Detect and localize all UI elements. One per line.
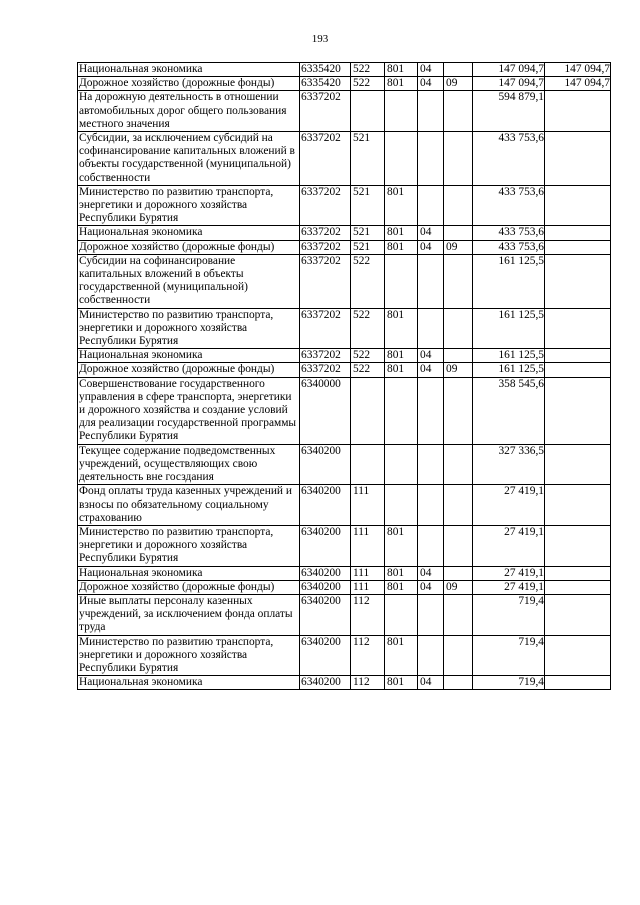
section-code-cell: 04 — [418, 349, 444, 363]
amount-year2-cell — [545, 363, 611, 377]
department-code-cell: 801 — [385, 240, 418, 254]
department-code-cell: 801 — [385, 349, 418, 363]
department-code-cell: 801 — [385, 63, 418, 77]
department-code-cell — [385, 594, 418, 635]
department-code-cell: 801 — [385, 185, 418, 226]
target-code-cell: 6340200 — [300, 580, 351, 594]
section-code-cell: 04 — [418, 363, 444, 377]
subsection-code-cell: 09 — [444, 363, 473, 377]
table-row — [78, 77, 611, 91]
row-name-cell: Министерство по развитию транспорта, энергетики и дорожного хозяйства Республики Бурятия — [78, 308, 300, 349]
amount-year2-cell — [545, 377, 611, 444]
table-row — [78, 91, 611, 132]
table-row — [78, 185, 611, 226]
budget-table — [77, 62, 611, 690]
target-code-cell: 6337202 — [300, 349, 351, 363]
expense-type-cell: 522 — [351, 77, 385, 91]
amount-year1-cell: 433 753,6 — [473, 185, 545, 226]
expense-type-cell: 521 — [351, 185, 385, 226]
row-name-cell: Национальная экономика — [78, 349, 300, 363]
amount-year2-cell — [545, 91, 611, 132]
row-name-cell: Министерство по развитию транспорта, энергетики и дорожного хозяйства Республики Бурятия — [78, 525, 300, 566]
target-code-cell: 6337202 — [300, 254, 351, 308]
section-code-cell — [418, 308, 444, 349]
target-code-cell: 6335420 — [300, 77, 351, 91]
subsection-code-cell — [444, 377, 473, 444]
amount-year1-cell: 161 125,5 — [473, 363, 545, 377]
table-row — [78, 580, 611, 594]
expense-type-cell — [351, 91, 385, 132]
department-code-cell — [385, 254, 418, 308]
table-row — [78, 63, 611, 77]
subsection-code-cell — [444, 485, 473, 526]
subsection-code-cell — [444, 594, 473, 635]
amount-year1-cell: 594 879,1 — [473, 91, 545, 132]
expense-type-cell: 112 — [351, 676, 385, 690]
table-row — [78, 308, 611, 349]
table-row — [78, 226, 611, 240]
table-row — [78, 349, 611, 363]
amount-year1-cell: 161 125,5 — [473, 254, 545, 308]
row-name-cell: Дорожное хозяйство (дорожные фонды) — [78, 363, 300, 377]
amount-year2-cell — [545, 240, 611, 254]
department-code-cell — [385, 91, 418, 132]
department-code-cell — [385, 485, 418, 526]
table-row — [78, 594, 611, 635]
row-name-cell: Субсидии на софинансирование капитальных вложений в объекты государственной (муниципальной) собственности — [78, 254, 300, 308]
amount-year1-cell: 433 753,6 — [473, 226, 545, 240]
amount-year2-cell — [545, 444, 611, 485]
row-name-cell: Национальная экономика — [78, 226, 300, 240]
expense-type-cell — [351, 444, 385, 485]
department-code-cell: 801 — [385, 308, 418, 349]
target-code-cell: 6337202 — [300, 240, 351, 254]
row-name-cell: Фонд оплаты труда казенных учреждений и взносы по обязательному социальному страхованию — [78, 485, 300, 526]
section-code-cell — [418, 444, 444, 485]
section-code-cell: 04 — [418, 63, 444, 77]
amount-year1-cell: 719,4 — [473, 594, 545, 635]
amount-year1-cell: 147 094,7 — [473, 63, 545, 77]
amount-year1-cell: 327 336,5 — [473, 444, 545, 485]
amount-year1-cell: 27 419,1 — [473, 485, 545, 526]
amount-year1-cell: 147 094,7 — [473, 77, 545, 91]
subsection-code-cell — [444, 185, 473, 226]
department-code-cell: 801 — [385, 363, 418, 377]
expense-type-cell: 112 — [351, 635, 385, 676]
amount-year2-cell — [545, 254, 611, 308]
amount-year1-cell: 433 753,6 — [473, 240, 545, 254]
section-code-cell — [418, 185, 444, 226]
target-code-cell: 6340200 — [300, 676, 351, 690]
expense-type-cell: 522 — [351, 308, 385, 349]
department-code-cell: 801 — [385, 580, 418, 594]
department-code-cell: 801 — [385, 525, 418, 566]
section-code-cell — [418, 485, 444, 526]
subsection-code-cell — [444, 63, 473, 77]
subsection-code-cell — [444, 444, 473, 485]
department-code-cell — [385, 444, 418, 485]
amount-year2-cell — [545, 185, 611, 226]
section-code-cell — [418, 132, 444, 186]
target-code-cell: 6337202 — [300, 363, 351, 377]
amount-year1-cell: 161 125,5 — [473, 349, 545, 363]
row-name-cell: Национальная экономика — [78, 566, 300, 580]
table-row — [78, 635, 611, 676]
target-code-cell: 6340200 — [300, 566, 351, 580]
row-name-cell: Национальная экономика — [78, 676, 300, 690]
subsection-code-cell: 09 — [444, 240, 473, 254]
expense-type-cell: 111 — [351, 525, 385, 566]
table-row — [78, 566, 611, 580]
section-code-cell: 04 — [418, 580, 444, 594]
subsection-code-cell: 09 — [444, 77, 473, 91]
target-code-cell: 6337202 — [300, 91, 351, 132]
row-name-cell: Совершенствование государственного управления в сфере транспорта, энергетики и дорожного хозяйства и создание условий для реализации государственной программы Республики Бурятия — [78, 377, 300, 444]
subsection-code-cell — [444, 254, 473, 308]
subsection-code-cell — [444, 635, 473, 676]
target-code-cell: 6340200 — [300, 594, 351, 635]
amount-year2-cell — [545, 132, 611, 186]
expense-type-cell: 112 — [351, 594, 385, 635]
department-code-cell: 801 — [385, 676, 418, 690]
amount-year2-cell — [545, 308, 611, 349]
expense-type-cell: 521 — [351, 132, 385, 186]
subsection-code-cell: 09 — [444, 580, 473, 594]
section-code-cell: 04 — [418, 226, 444, 240]
section-code-cell — [418, 91, 444, 132]
subsection-code-cell — [444, 676, 473, 690]
target-code-cell: 6340200 — [300, 635, 351, 676]
row-name-cell: Дорожное хозяйство (дорожные фонды) — [78, 240, 300, 254]
table-row — [78, 525, 611, 566]
subsection-code-cell — [444, 132, 473, 186]
target-code-cell: 6337202 — [300, 185, 351, 226]
amount-year2-cell — [545, 485, 611, 526]
amount-year2-cell — [545, 676, 611, 690]
amount-year2-cell: 147 094,7 — [545, 63, 611, 77]
row-name-cell: Национальная экономика — [78, 63, 300, 77]
row-name-cell: Дорожное хозяйство (дорожные фонды) — [78, 580, 300, 594]
target-code-cell: 6340200 — [300, 525, 351, 566]
department-code-cell: 801 — [385, 566, 418, 580]
department-code-cell: 801 — [385, 635, 418, 676]
row-name-cell: Иные выплаты персоналу казенных учреждений, за исключением фонда оплаты труда — [78, 594, 300, 635]
table-row — [78, 254, 611, 308]
amount-year2-cell: 147 094,7 — [545, 77, 611, 91]
amount-year1-cell: 433 753,6 — [473, 132, 545, 186]
amount-year1-cell: 358 545,6 — [473, 377, 545, 444]
expense-type-cell: 111 — [351, 485, 385, 526]
amount-year1-cell: 27 419,1 — [473, 525, 545, 566]
amount-year2-cell — [545, 566, 611, 580]
row-name-cell: Дорожное хозяйство (дорожные фонды) — [78, 77, 300, 91]
section-code-cell: 04 — [418, 566, 444, 580]
expense-type-cell: 522 — [351, 254, 385, 308]
section-code-cell: 04 — [418, 240, 444, 254]
table-row — [78, 132, 611, 186]
row-name-cell: Текущее содержание подведомственных учреждений, осуществляющих свою деятельность вне госздания — [78, 444, 300, 485]
table-row — [78, 363, 611, 377]
expense-type-cell: 522 — [351, 63, 385, 77]
amount-year1-cell: 719,4 — [473, 676, 545, 690]
expense-type-cell: 521 — [351, 226, 385, 240]
section-code-cell — [418, 635, 444, 676]
row-name-cell: Министерство по развитию транспорта, энергетики и дорожного хозяйства Республики Бурятия — [78, 185, 300, 226]
section-code-cell — [418, 254, 444, 308]
amount-year2-cell — [545, 594, 611, 635]
table-body — [78, 63, 611, 690]
section-code-cell: 04 — [418, 676, 444, 690]
target-code-cell: 6340000 — [300, 377, 351, 444]
amount-year1-cell: 27 419,1 — [473, 566, 545, 580]
table-row — [78, 485, 611, 526]
target-code-cell: 6337202 — [300, 308, 351, 349]
expense-type-cell: 522 — [351, 363, 385, 377]
target-code-cell: 6337202 — [300, 132, 351, 186]
amount-year2-cell — [545, 580, 611, 594]
subsection-code-cell — [444, 349, 473, 363]
amount-year1-cell: 27 419,1 — [473, 580, 545, 594]
expense-type-cell: 522 — [351, 349, 385, 363]
section-code-cell — [418, 594, 444, 635]
section-code-cell: 04 — [418, 77, 444, 91]
row-name-cell: Министерство по развитию транспорта, энергетики и дорожного хозяйства Республики Бурятия — [78, 635, 300, 676]
section-code-cell — [418, 525, 444, 566]
subsection-code-cell — [444, 566, 473, 580]
amount-year2-cell — [545, 349, 611, 363]
target-code-cell: 6340200 — [300, 485, 351, 526]
subsection-code-cell — [444, 525, 473, 566]
department-code-cell: 801 — [385, 226, 418, 240]
amount-year1-cell: 161 125,5 — [473, 308, 545, 349]
table-row — [78, 676, 611, 690]
expense-type-cell: 521 — [351, 240, 385, 254]
target-code-cell: 6337202 — [300, 226, 351, 240]
row-name-cell: Субсидии, за исключением субсидий на софинансирование капитальных вложений в объекты государственной (муниципальной) собственности — [78, 132, 300, 186]
department-code-cell — [385, 132, 418, 186]
amount-year2-cell — [545, 226, 611, 240]
target-code-cell: 6335420 — [300, 63, 351, 77]
amount-year2-cell — [545, 525, 611, 566]
section-code-cell — [418, 377, 444, 444]
department-code-cell — [385, 377, 418, 444]
amount-year2-cell — [545, 635, 611, 676]
target-code-cell: 6340200 — [300, 444, 351, 485]
row-name-cell: На дорожную деятельность в отношении автомобильных дорог общего пользования местного значения — [78, 91, 300, 132]
page-number: 193 — [311, 33, 329, 45]
expense-type-cell: 111 — [351, 566, 385, 580]
expense-type-cell: 111 — [351, 580, 385, 594]
amount-year1-cell: 719,4 — [473, 635, 545, 676]
department-code-cell: 801 — [385, 77, 418, 91]
table-row — [78, 377, 611, 444]
subsection-code-cell — [444, 91, 473, 132]
subsection-code-cell — [444, 308, 473, 349]
table-row — [78, 444, 611, 485]
subsection-code-cell — [444, 226, 473, 240]
expense-type-cell — [351, 377, 385, 444]
table-row — [78, 240, 611, 254]
